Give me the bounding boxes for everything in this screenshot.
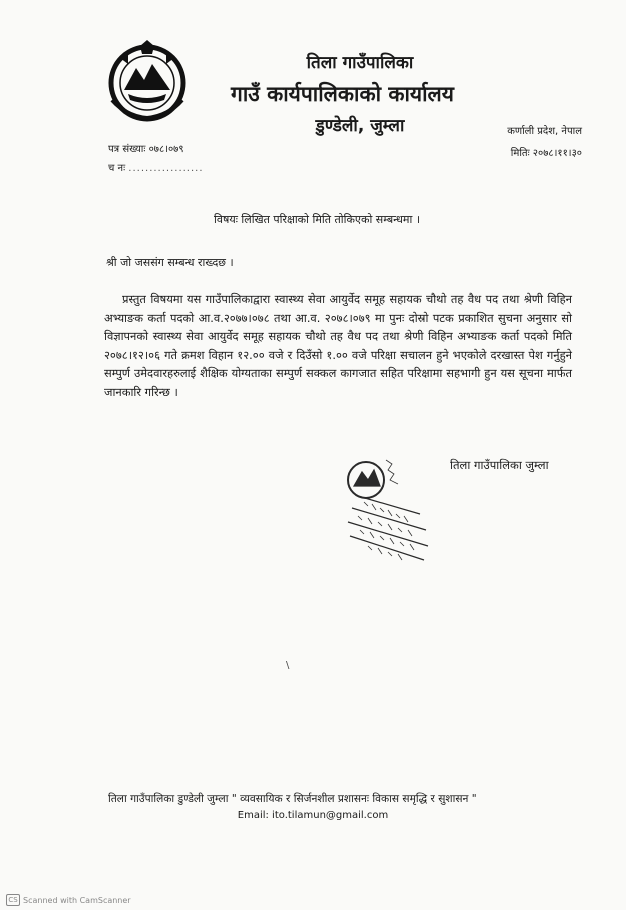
footer-motto: तिला गाउँपालिका डुण्डेली जुम्ला " व्यवसायिक र सिर्जनशील प्रशासनः विकास समृद्धि र सुशासन " [108,793,477,805]
letter-subject: विषयः लिखित परिक्षाको मिति तोकिएको सम्बन्धमा । [214,213,420,226]
camscanner-text: Scanned with CamScanner [23,895,131,905]
dispatch-number-label: च नः [108,163,126,174]
footer-email: Email: ito.tilamun@gmail.com [237,810,389,821]
nepal-government-emblem-icon [106,40,188,122]
dispatch-number [108,160,204,174]
office-stamp-icon [328,450,436,574]
salutation: श्री जो जससंग सम्बन्ध राख्दछ । [106,256,234,269]
letter-date: मितिः २०७८।११।३० [510,148,582,159]
letter-body: प्रस्तुत विषयमा यस गाउँपालिकाद्वारा स्वास्थ्य सेवा आयुर्वेद समूह सहायक चौथो तह वैध पद तथा श्रेणी विहिन अभ्याङक कर्ता पदको आ.व.२०७७।०७८ तथा आ.व. २०७८।०७९ मा पुनः दोस्रो पटक प्रकाशित सुचना अनुसार सो विज्ञापनको स्वास्थ्य सेवा आयुर्वेद समूह सहायक चौथो तह वैध पद तथा श्रेणी विहिन अभ्याङक कर्ता पदको मिति २०७८।१२।०६ गते क्रमश विहान १२.०० वजे र दिउँसो १.०० वजे परिक्षा सचालन हुने भएकोले दरखास्त पेश गर्नुहुने सम्पुर्ण उमेदवारहरुलाई शैक्षिक योग्यताका सम्पुर्ण सक्कल कागजात सहित परिक्षामा सहभागी हुन यस सूचना मार्फत जानकारि गरिन्छ । [104,292,572,399]
reference-number: पत्र संख्याः ०७८।०७९ [108,144,184,155]
office-title: गाउँ कार्यपालिकाको कार्यालय [231,82,454,106]
camscanner-badge: CS [6,894,20,906]
camscanner-watermark [6,894,131,906]
office-location: डुण्डेली, जुम्ला [315,116,405,136]
province-label: कर्णाली प्रदेश, नेपाल [507,126,582,137]
municipality-name: तिला गाउँपालिका [306,53,414,73]
scan-mark: \ [286,660,290,671]
signatory: तिला गाउँपालिका जुम्ला [450,458,549,472]
dispatch-number-blank: .................. [128,163,204,174]
